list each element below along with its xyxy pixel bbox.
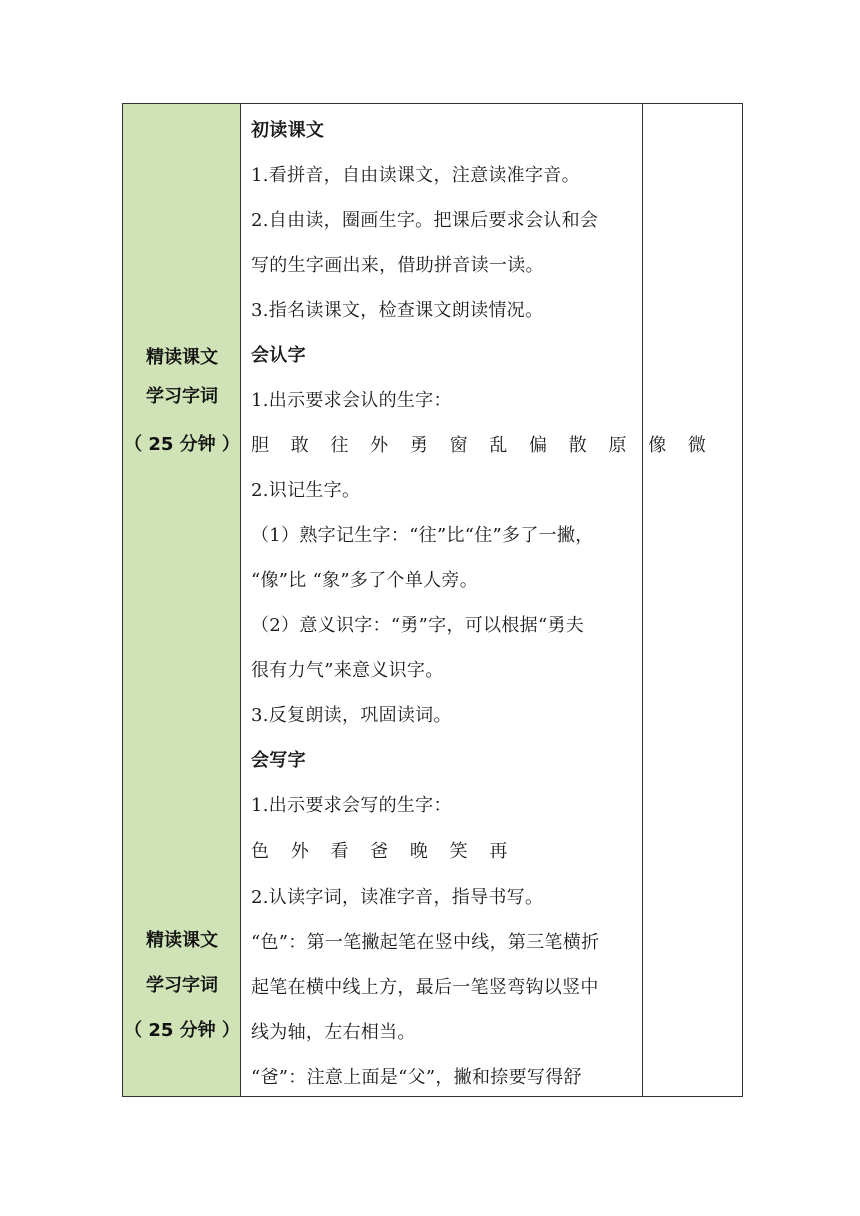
recognize-chars-list: 胆 敢 往 外 勇 窗 乱 偏 散 原 像 微: [251, 435, 714, 456]
content-line: 3.反复朗读，巩固读词。: [251, 705, 452, 726]
section-label-1-line-1: 精读课文: [146, 347, 218, 368]
right-column-divider: [642, 104, 643, 1096]
heading-write-chars: 会写字: [251, 750, 306, 771]
content-line: 起笔在横中线上方，最后一笔竖弯钩以竖中: [251, 977, 599, 998]
content-line: 很有力气”来意义识字。: [251, 660, 444, 681]
content-line: （2）意义识字：“勇”字，可以根据“勇夫: [251, 615, 585, 636]
section-label-1-line-3: （ 25 分钟 ）: [124, 434, 240, 455]
content-line: （1）熟字记生字：“往”比“住”多了一撇，: [251, 525, 594, 546]
content-line: 2.自由读，圈画生字。把课后要求会认和会: [251, 210, 599, 231]
section-label-1-line-2: 学习字词: [146, 386, 218, 407]
section-label-2-line-2: 学习字词: [146, 975, 218, 996]
write-chars-list: 色 外 看 爸 晚 笑 再: [251, 841, 516, 862]
content-line: “像”比 “象”多了个单人旁。: [251, 570, 479, 591]
section-column: [123, 104, 241, 1096]
heading-recognize-chars: 会认字: [251, 345, 306, 366]
content-line: 写的生字画出来，借助拼音读一读。: [251, 255, 544, 276]
content-line: 2.识记生字。: [251, 480, 361, 501]
content-line: 3.指名读课文，检查课文朗读情况。: [251, 300, 544, 321]
heading-first-reading: 初读课文: [251, 120, 325, 141]
content-line: “爸”：注意上面是“父”，撇和捺要写得舒: [251, 1067, 582, 1088]
content-line: 1.看拼音，自由读课文，注意读准字音。: [251, 165, 580, 186]
content-line: 线为轴，左右相当。: [251, 1022, 416, 1043]
lesson-table: [122, 103, 743, 1097]
section-label-2-line-3: （ 25 分钟 ）: [124, 1020, 240, 1041]
content-line: “色”：第一笔撇起笔在竖中线，第三笔横折: [251, 932, 600, 953]
content-line: 2.认读字词，读准字音，指导书写。: [251, 887, 544, 908]
section-label-2-line-1: 精读课文: [146, 930, 218, 951]
content-line: 1.出示要求会认的生字：: [251, 390, 452, 411]
content-line: 1.出示要求会写的生字：: [251, 795, 452, 816]
